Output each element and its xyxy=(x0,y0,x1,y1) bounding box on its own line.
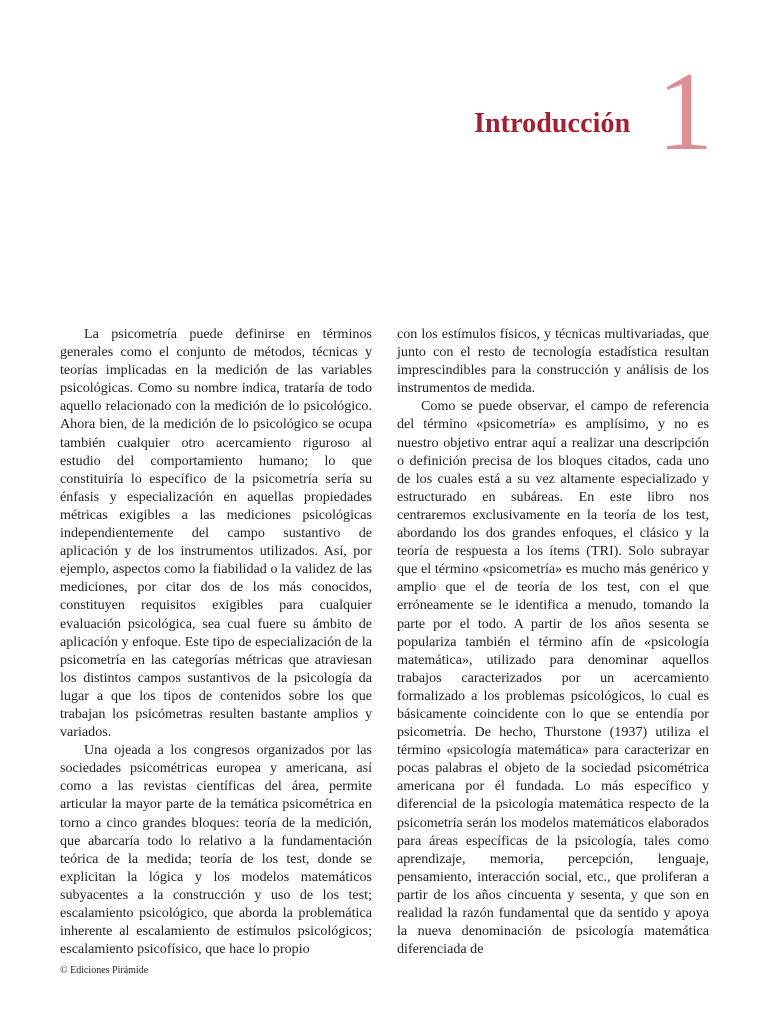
paragraph-continued: con los estímulos físicos, y técnicas multivariadas, que junto con el resto de tecnología estadística resultan imprescindibles para la construcción y análisis de los instrumentos de medida. xyxy=(397,326,709,397)
paragraph: La psicometría puede definirse en términos generales como el conjunto de métodos, técnicas y teorías implicadas en la medición de las variables psicológicas. Como su nombre indica, trataría de todo aquello relacionado con la medición de lo psicológico. Ahora bien, de la medición de lo psicológico se ocupa también cualquier otro acercamiento riguroso al estudio del comportamiento humano; lo que constituiría lo específico de la psicometría sería su énfasis y especialización en aquellas propiedades métricas exigibles a las mediciones psicológicas independientemente del campo sustantivo de aplicación y de los instrumentos utilizados. Así, por ejemplo, aspectos como la fiabilidad o la validez de las mediciones, por citar dos de los más conocidos, constituyen requisitos exigibles para cualquier evaluación psicológica, sea cual fuere su ámbito de aplicación y enfoque. Este tipo de especialización de la psicometría en las categorías métricas que atraviesan los distintos campos sustantivos de la psicología da lugar a que los tipos de contenidos sobre los que trabajan los psicómetras resulten bastante amplios y variados. xyxy=(60,326,372,741)
footer-copyright: © Ediciones Pirámide xyxy=(60,965,149,976)
chapter-number: 1 xyxy=(657,50,713,174)
right-column xyxy=(397,325,709,958)
paragraph: Como se puede observar, el campo de referencia del término «psicometría» es amplísimo, y no es nuestro objetivo entrar aquí a realizar una descripción o definición precisa de los bloques citados, cada uno de los cuales está a su vez altamente especializado y estructurado en subáreas. En este libro nos centraremos exclusivamente en la teoría de los test, abordando los dos grandes enfoques, el clásico y la teoría de respuesta a los ítems (TRI). Solo subrayar que el término «psicometría» es mucho más genérico y amplio que el de teoría de los test, con el que erróneamente se le identifica a menudo, tomando la parte por el todo. A partir de los años sesenta se populariza también el término afín de «psicología matemática», utilizado para denominar aquellos trabajos caracterizados por un acercamiento formalizado a los problemas psicológicos, lo cual es básicamente coincidente con lo que se entendía por psicometría. De hecho, Thurstone (1937) utiliza el término «psicología matemática» para caracterizar en pocas palabras el objeto de la sociedad psicométrica americana por él fundada. Lo más específico y diferencial de la psicología matemática respecto de la psicometría serán los modelos matemáticos elaborados para áreas específicas de la psicología, tales como aprendizaje, memoria, percepción, lenguaje, pensamiento, interacción social, etc., que proliferan a partir de los años cincuenta y sesenta, y que son en realidad la razón fundamental que da sentido y apoya la nueva denominación de psicología matemática diferenciada de xyxy=(397,398,709,958)
chapter-title: Introducción xyxy=(474,108,631,139)
paragraph: Una ojeada a los congresos organizados por las sociedades psicométricas europea y americana, así como a las revistas científicas del área, permite articular la mayor parte de la temática psicométrica en torno a cinco grandes bloques: teoría de la medición, que abarcaría todo lo relativo a la fundamentación teórica de la medida; teoría de los test, donde se explicitan la lógica y los modelos matemáticos subyacentes a la construcción y uso de los test; escalamiento psicológico, que aborda la problemática inherente al escalamiento de estímulos psicológicos; escalamiento psicofísico, que hace lo propio xyxy=(60,742,372,958)
left-column xyxy=(60,325,372,958)
